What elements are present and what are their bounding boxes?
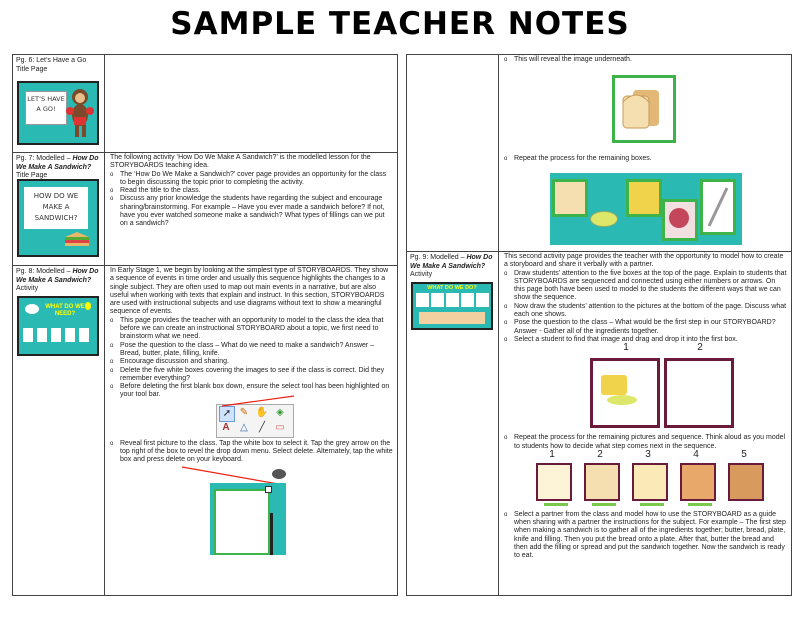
- blank-box: [65, 328, 75, 342]
- blank-box: [446, 293, 459, 307]
- thumbnail-card: [25, 91, 67, 125]
- row-notes-cell: [106, 55, 397, 152]
- screen-crop: [210, 483, 286, 555]
- delete-box-image: [110, 465, 393, 555]
- notes-bullet: o Select a partner from the class and model how to use the STORYBOARD as a guide when sharing with a partner the instructions for the subject. For example – The first step when making a sandwich is to gather all of the ingredients together; butter, bread, plate, knife and filling. Then you put the bread onto a plate. After that, butter the bread and then add the filling or spread and put the sandwich together. Now the sandwich is ready to eat.: [504, 511, 787, 561]
- page-title: SAMPLE TEACHER NOTES: [170, 6, 630, 42]
- step-number: 5: [741, 448, 747, 460]
- row-label-cell: [13, 55, 105, 152]
- handle-icon: [265, 486, 272, 493]
- notes-row-continued: [407, 55, 791, 251]
- bread-reveal-frame: [612, 75, 676, 143]
- row-label: Pg. 6: Let’s Have a Go Title Page: [16, 57, 87, 73]
- sequence-arrow: [640, 503, 664, 506]
- notes-bullet: o Reveal first picture to the class. Tap the white box to select it. Tap the grey arrow on the top right of the box to revel the drop down menu. Select delete. Alternately, tap the white box and press delete on your keyboard.: [110, 440, 393, 465]
- thumbnail-title: WHAT DO WE DO?: [427, 285, 477, 291]
- row-label: Pg. 7: Modelled – How Do We Make A Sandwich? Title Page: [16, 155, 99, 179]
- sequence-box: [536, 463, 572, 501]
- triangle-tool-icon[interactable]: △: [240, 421, 248, 433]
- eraser-tool-icon[interactable]: ▭: [275, 421, 285, 433]
- sequence-box: [632, 463, 668, 501]
- notes-intro: This second activity page provides the teacher with the opportunity to model how to create a storyboard and share it verbally with a partner.: [504, 253, 784, 269]
- sequence-arrow: [544, 503, 568, 506]
- sequence-box: [728, 463, 764, 501]
- knife-icon: [703, 182, 733, 232]
- notes-bullet: o Now draw the students’ attention to the pictures at the bottom of the page. Discuss what each one shows.: [504, 303, 787, 320]
- blank-box: [23, 328, 33, 342]
- text-tool-icon[interactable]: A: [222, 421, 230, 433]
- blank-box: [51, 328, 61, 342]
- notes-row-pg8: [13, 265, 397, 596]
- page-thumbnail: [17, 179, 99, 257]
- pointer-arrow: [210, 394, 300, 410]
- sandwich-icon: [63, 231, 91, 249]
- notes-intro: The following activity ‘How Do We Make A Sandwich?’ is the modelled lesson for the STORYBOARDS teaching idea.: [110, 154, 371, 170]
- page-thumbnail: [411, 282, 493, 330]
- plate-icon: [590, 211, 618, 227]
- sequence-arrow: [688, 503, 712, 506]
- notes-bullet: o Read the title to the class.: [110, 187, 393, 195]
- notes-bullet: o Draw students’ attention to the five boxes at the top of the page. Explain to students that STORYBOARDS are sequenced and connected using either numbers or arrows. On this page both have been used to model to the students the different ways that we can show the sequence.: [504, 270, 787, 303]
- row-label: Pg. 9: Modelled – How Do We Make A Sandwich? Activity: [410, 254, 493, 278]
- bread-image-box: [552, 179, 588, 217]
- notes-row-pg7: [13, 152, 397, 266]
- shape-tool-icon[interactable]: ◈: [276, 406, 284, 418]
- notes-bullet: o Before deleting the first blank box down, ensure the select tool has been highlighted on your tool bar.: [110, 383, 393, 400]
- row-label-cell: [13, 153, 105, 266]
- ingredients-strip: [550, 173, 742, 245]
- bread-loaf-icon: [615, 78, 673, 140]
- blank-box: [79, 328, 89, 342]
- sequence-box: [584, 463, 620, 501]
- row-label-cell: [407, 55, 499, 251]
- hand-tool-icon[interactable]: ✋: [255, 406, 269, 418]
- select-tool-icon[interactable]: ➚: [219, 406, 235, 422]
- right-notes-table: [406, 54, 792, 596]
- monkey-illustration: [65, 87, 95, 141]
- blank-box: [476, 293, 489, 307]
- sequence-box: [590, 358, 660, 428]
- five-step-sequence: [504, 448, 787, 509]
- notes-bullet: o Encourage discussion and sharing.: [110, 358, 393, 366]
- notes-bullet: o Select a student to find that image and drag and drop it into the first box.: [504, 336, 787, 344]
- blank-box: [461, 293, 474, 307]
- notes-bullet: o Repeat the process for the remaining pictures and sequence. Think aloud as you model to students how to decide what step comes next in the sequence.: [504, 434, 787, 451]
- blank-box: [37, 328, 47, 342]
- sequence-arrow: [592, 503, 616, 506]
- thumbnail-title: WHAT DO WE NEED?: [45, 304, 85, 317]
- row-notes-cell: [106, 266, 397, 596]
- step-number: 2: [597, 448, 603, 460]
- notes-row-pg9: [407, 251, 791, 596]
- left-notes-table: [12, 54, 398, 596]
- filling-image-box: [662, 199, 698, 241]
- two-step-sequence: [504, 344, 787, 428]
- sequence-box: [680, 463, 716, 501]
- notes-bullet: o Discuss any prior knowledge the students have regarding the subject and encourage sharing/brainstorming. For example – Have you ever made a sandwich before? If not, have you ever watched someone make a sandwich? What types of fillings can we put on a sandwich?: [110, 195, 393, 228]
- plate-icon: [607, 395, 637, 405]
- step-number: 1: [549, 448, 555, 460]
- knife-image-box: [700, 179, 736, 235]
- line-tool-icon[interactable]: ╱: [258, 421, 266, 433]
- tomato-icon: [669, 208, 689, 228]
- row-label-cell: [407, 252, 499, 596]
- pen-tool-icon[interactable]: ✎: [239, 406, 249, 418]
- sequence-box: [664, 358, 734, 428]
- step-number: 1: [623, 342, 629, 354]
- row-notes-cell: [106, 153, 397, 266]
- butter-image-box: [626, 179, 662, 217]
- toolbar-image: [110, 400, 393, 438]
- notes-row-pg6: [13, 55, 397, 152]
- row-notes-cell: [500, 252, 791, 596]
- notes-bullet: o Pose the question to the class – What would be the first step in our STORYBOARD? Answer - Gather all of the ingredients together.: [504, 319, 787, 336]
- notes-bullet: o The ‘How Do We Make a Sandwich?’ cover page provides an opportunity for the class to begin discussing the topic prior to completing the activity.: [110, 171, 393, 188]
- step-number: 4: [693, 448, 699, 460]
- notes-bullet: o This page provides the teacher with an opportunity to model to the class the idea that before we can create an instructional STORYBOARD about a topic, we first need to brainstorm what we need.: [110, 317, 393, 342]
- bubble-icon: [25, 304, 39, 314]
- notes-intro: In Early Stage 1, we begin by looking at the simplest type of STORYBOARDS. They show a sequence of events in time order and usually this sequence highlights the changes to a single subject. They are often used to map out main events in a narrative, but are also useful when working with texts that explain and instruct. In this section, STORYBOARDS are used with instructional subjects and use diagrams without text to show a meaningful sequence of events.: [110, 267, 389, 316]
- notes-bullet: o Repeat the process for the remaining boxes.: [504, 155, 652, 163]
- notes-bullet: o This will reveal the image underneath.: [504, 56, 787, 64]
- row-label: Pg. 8: Modelled – How Do We Make A Sandwich? Activity: [16, 268, 99, 292]
- ingredient-strip: [419, 312, 485, 324]
- thumbnail-card: [24, 187, 88, 229]
- dark-divider: [270, 513, 273, 555]
- notes-bullet: o Delete the five white boxes covering the images to see if the class is correct. Did they remember everything?: [110, 367, 393, 384]
- step-number: 3: [645, 448, 651, 460]
- notes-bullet: o Pose the question to the class – What do we need to make a sandwich? Answer – Bread, butter, plate, filling, knife.: [110, 342, 393, 359]
- cut-icon: [272, 469, 286, 479]
- row-notes-cell: [500, 55, 791, 251]
- white-cover-box: [214, 489, 270, 555]
- page-thumbnail: [17, 81, 99, 145]
- thumbnail-title: HOW DO WE MAKE A SANDWICH?: [33, 192, 79, 222]
- step-number: 2: [697, 342, 703, 354]
- blank-box: [416, 293, 429, 307]
- lightbulb-icon: [85, 302, 91, 310]
- thumbnail-title: LET’S HAVE A GO!: [27, 95, 65, 113]
- blank-box: [431, 293, 444, 307]
- ingredients-image: [601, 375, 627, 395]
- row-label-cell: [13, 266, 105, 596]
- page-thumbnail: [17, 296, 99, 356]
